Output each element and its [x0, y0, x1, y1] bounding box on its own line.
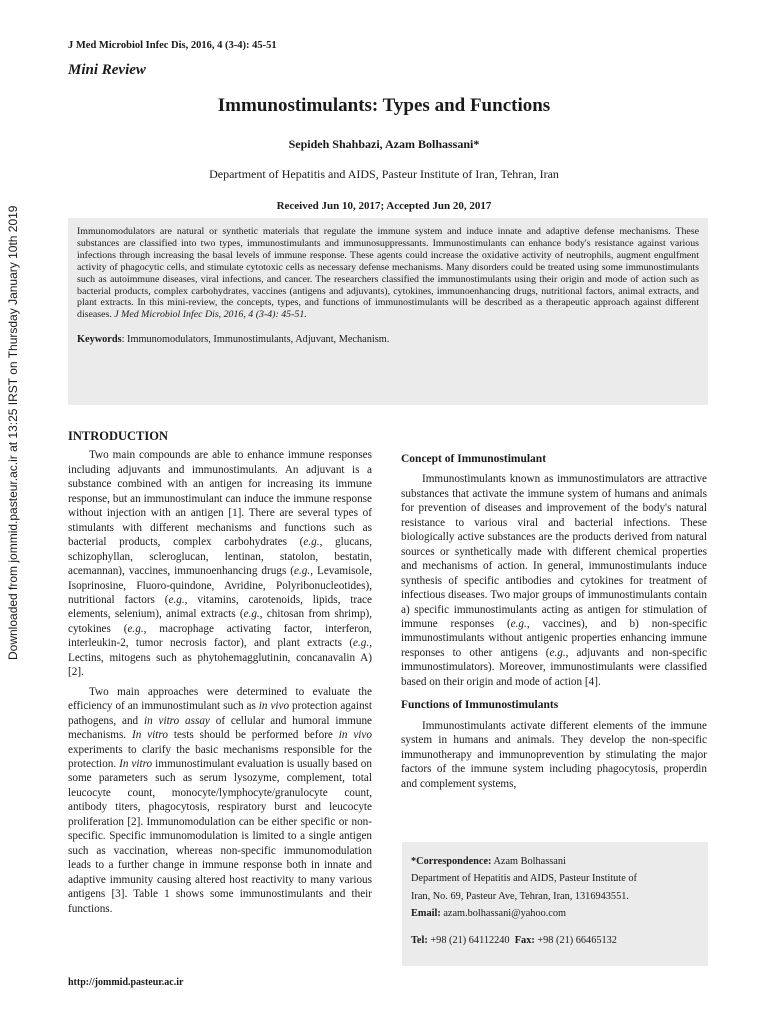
email-value: azam.bolhassani@yahoo.com [440, 908, 567, 920]
italic-run: in vivo [258, 700, 290, 713]
text-run: of cellular and humoral immune mechanisms. [68, 714, 372, 742]
text-run: protection against pathogens, and [68, 700, 373, 727]
correspondence-address-1: Department of Hepatitis and AIDS, Pasteur Institute of [411, 873, 637, 885]
right-column [401, 452, 707, 791]
italic-run: e.g. [510, 617, 527, 630]
correspondence-phone [411, 932, 699, 949]
functions-heading: Functions of Immunostimulants [401, 699, 559, 712]
keywords-label: Keywords [77, 334, 122, 346]
text-run: , chitosan from shrimp), cytokines ( [68, 608, 372, 635]
functions-paragraph: Immunostimulants activate different elements of the immune system in humans and animals. They develop the non-specific immunotherapy and immunoprevention by stimulating the major factors of the immune system including phagocytosis, properdin and complement systems, [401, 719, 707, 790]
text-run: , adjuvants and non-specific immunostimulators). Moreover, immunostimulants were classified based on their origin and mode of action [4]. [401, 646, 707, 688]
text-run: Two main compounds are able to enhance immune responses including adjuvants and immunostimulants. An adjuvant is a substance combined with an antigen for increasing its immune response, but an immunostimulant can induce the immune response without injection with an antigen [1]. There are several types of stimulants with different mechanisms and functions such as bacterial products, complex carbohydrates ( [68, 449, 372, 549]
italic-run: In vitro [119, 757, 153, 770]
abstract-box [68, 218, 708, 405]
text-run: experiments to clarify the basic mechanisms responsible for the protection. [68, 743, 372, 770]
keywords-list: : Immunomodulators, Immunostimulants, Adjuvant, Mechanism. [121, 334, 390, 346]
italic-run: e.g. [549, 646, 566, 659]
text-run: , vitamins, carotenoids, lipids, trace elements, selenium), animal extracts ( [68, 593, 372, 621]
abstract-citation: J Med Microbiol Infec Dis, 2016, 4 (3-4): 45-51. [114, 309, 307, 321]
italic-run: e.g. [127, 622, 144, 635]
correspondence-label: *Correspondence: [411, 856, 492, 867]
introduction-heading: INTRODUCTION [68, 429, 169, 443]
correspondence-box [402, 842, 708, 966]
paper-title: Immunostimulants: Types and Functions [217, 95, 551, 116]
footer-url[interactable]: http://jommid.pasteur.ac.ir [68, 977, 184, 988]
correspondence-address-2: Iran, No. 69, Pasteur Ave, Tehran, Iran, 1316943551. [411, 890, 629, 902]
correspondence-email [411, 905, 699, 922]
email-label: Email: [411, 908, 441, 920]
tel-label: Tel: [411, 934, 428, 946]
italic-run: e.g. [168, 593, 185, 606]
authors: Sepideh Shahbazi, Azam Bolhassani* [288, 137, 480, 151]
italic-run: in vitro assay [143, 714, 210, 727]
intro-paragraph-2 [68, 685, 372, 916]
correspondence-line [411, 853, 699, 870]
text-run: , vaccines), and b) non-specific immunostimulants without antigenic properties enhancing immune responses to other antigens ( [401, 617, 707, 659]
fax-value: +98 (21) 66465132 [534, 934, 617, 946]
journal-reference: J Med Microbiol Infec Dis, 2016, 4 (3-4): 45-51 [68, 40, 277, 51]
intro-paragraph-1 [68, 448, 372, 679]
concept-paragraph [401, 472, 707, 689]
text-run: , Lectins, mitogens such as phytohemagglutinin, concanavalin A) [2]. [68, 637, 372, 679]
left-column [68, 429, 372, 916]
italic-run: e.g. [243, 608, 260, 621]
tel-value: +98 (21) 64112240 [427, 934, 510, 946]
text-run: immunostimulant evaluation is usually based on some parameters such as serum lysozyme, complement, total leucocyte count, monocyte/lymphocyte/granulocyte count, antibody titers, phagocytosis, respiratory burst and leucocyte proliferation [2]. Immunomodulation can be either specific or non-specific. Specific immunomodulation is limited to a single antigen such as vaccination, whereas non-specific immunomodulation leads to a further change in immune response both in innate and adaptive immunity causing altered host reactivity to many various antigens [3]. Table 1 shows some immunostimulants and their functions. [68, 757, 372, 915]
received-dates: Received Jun 10, 2017; Accepted Jun 20, 2017 [276, 200, 492, 212]
article-type: Mini Review [68, 62, 146, 78]
download-stamp: Downloaded from jommid.pasteur.ac.ir at 13:25 IRST on Thursday January 10th 2019 [6, 205, 20, 660]
text-run: , Levamisole, Isoprinosine, Fluoro-quindone, Avridine, Polyribonucleotides), nutritional factors ( [68, 565, 372, 606]
affiliation: Department of Hepatitis and AIDS, Pasteur Institute of Iran, Tehran, Iran [209, 167, 559, 181]
italic-run: e.g. [294, 565, 311, 578]
text-run: , glucans, schizophyllan, scleroglucan, lentinan, statolon, bestatin, acemannan), vaccines, immunoenhancing drugs ( [68, 536, 372, 578]
abstract-body: Immunomodulators are natural or synthetic materials that regulate the immune system and induce innate and adaptive defense mechanisms. These substances are classified into two types, immunostimulants and immunosuppressants. Immunostimulants can enhance body's resistance against various infections through increasing the basal levels of immune response. These agents could increase the oxidative activity of neutrophils, augment engulfment activity of phagocytic cells, and stimulate cytotoxic cells as necessary defense mechanisms. Many disorders could be treated using some immunostimulants such as autoimmune diseases, viral infections, and cancer. The researchers classified the immunostimulants using their origin and mode of action such as bacterial products, complex carbohydrates, vaccines (antigens and adjuvants), cytokines, immunoenhancing drugs, nutritional factors, animal extracts, and plant extracts. In this mini-review, the concepts, types, and functions of immunostimulants will be described as a therapeutic approach against different diseases. [77, 226, 699, 321]
italic-run: e.g. [353, 637, 370, 650]
keywords [77, 334, 699, 345]
correspondence-name: Azam Bolhassani [491, 856, 566, 867]
text-run: , macrophage activating factor, interferon, interleukin-2, tumor necrosis factor), and plant extracts ( [68, 622, 372, 650]
concept-heading: Concept of Immunostimulant [401, 453, 547, 465]
text-run: tests should be performed before [167, 729, 339, 742]
italic-run: in vivo [338, 729, 372, 742]
italic-run: e.g. [303, 536, 320, 549]
fax-label: Fax: [514, 934, 535, 946]
text-run: Two main approaches were determined to evaluate the efficiency of an immunostimulant such as [68, 685, 372, 713]
italic-run: In vitro [132, 729, 168, 742]
abstract-text [77, 226, 699, 321]
text-run: Immunostimulants known as immunostimulators are attractive substances that activate the immune system of humans and animals for prevention of diseases and improvement of the body's natural resistance to various viral and bacterial infections. These biologically active substances are the products derived from natural sources or synthetically made with different chemical properties and mechanisms of action. In general, immunostimulants induce synthesis of specific antibodies and cytokines for treatment of infectious diseases. Two major groups of immunostimulants contain a) specific immunostimulants acting as antigen for stimulation of immune responses ( [401, 473, 707, 630]
